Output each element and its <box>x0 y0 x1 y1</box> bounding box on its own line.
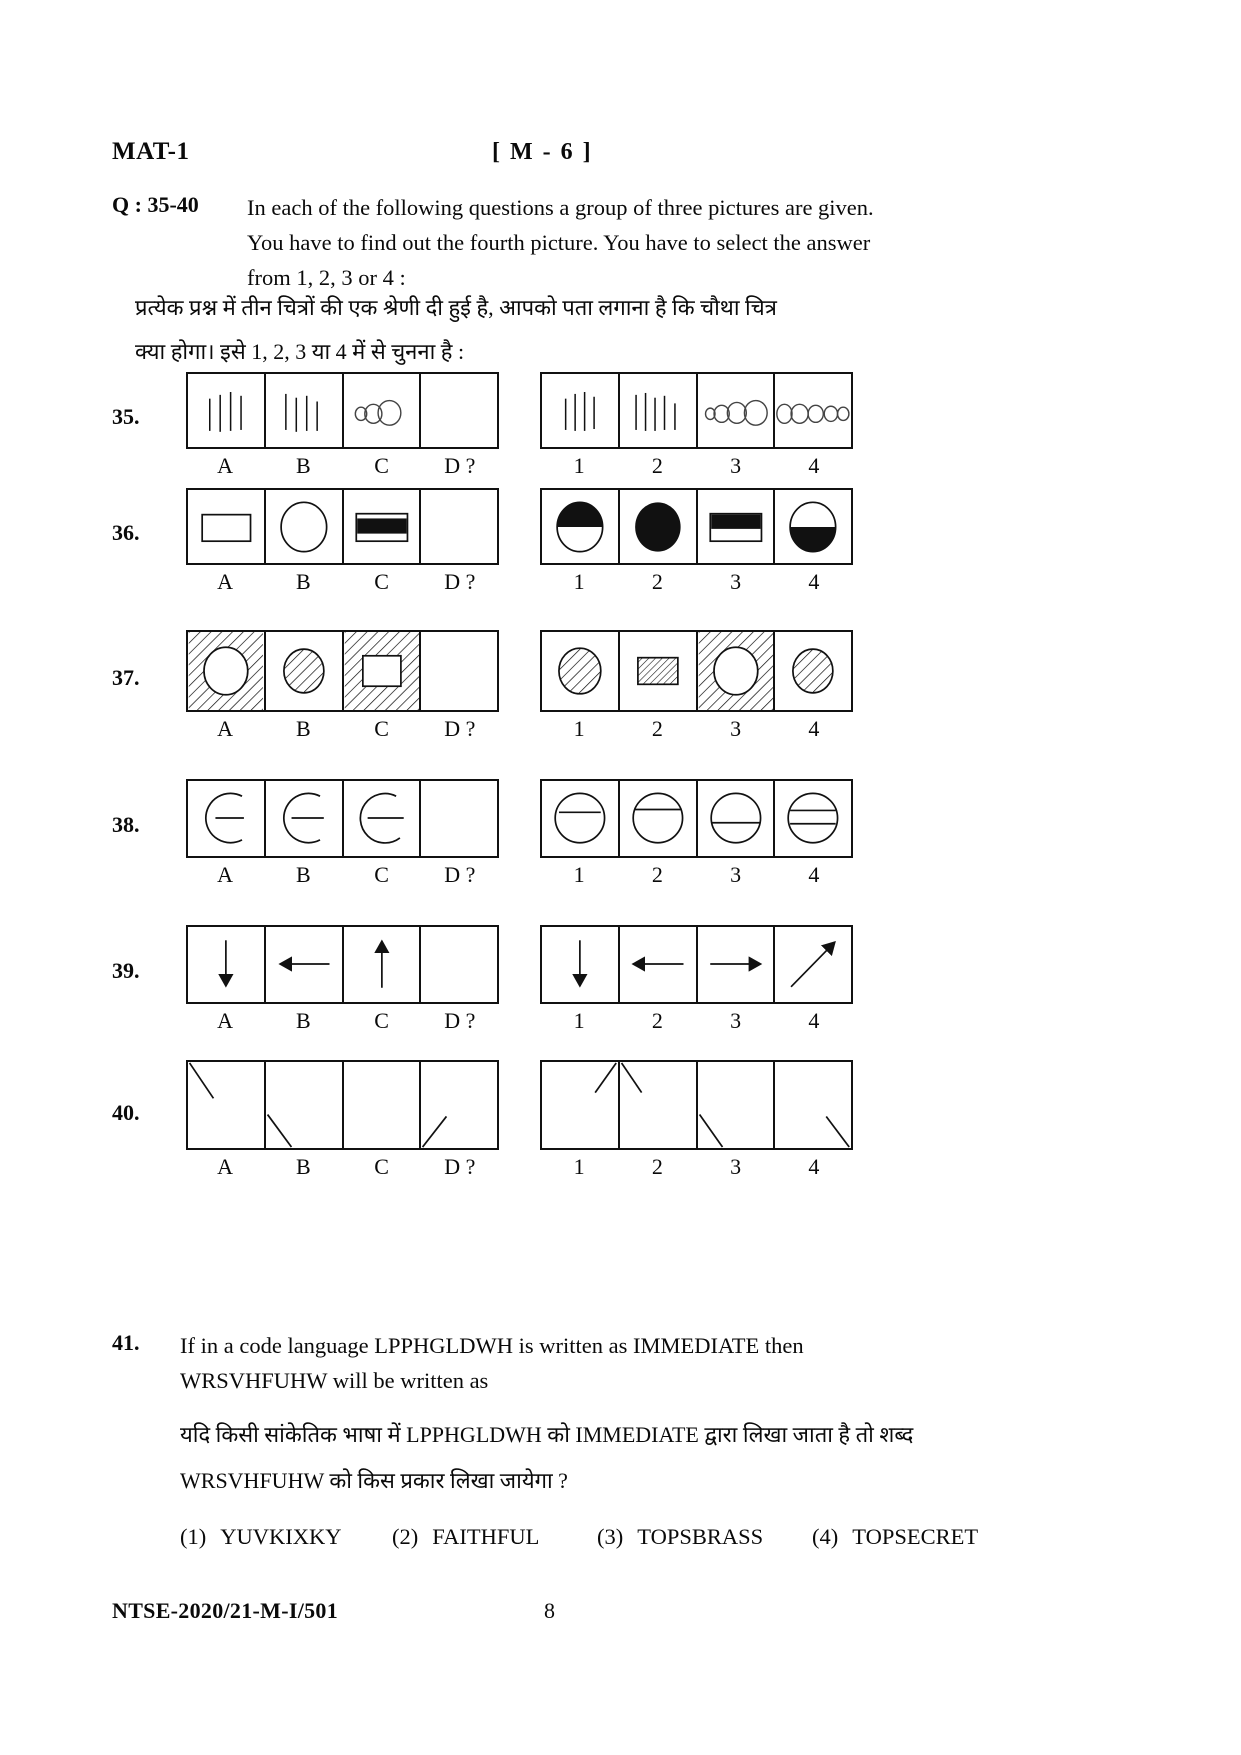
q37-question-grid <box>186 630 499 712</box>
q36-answer-labels <box>540 569 853 595</box>
q35-option-3[interactable] <box>698 374 776 447</box>
label-c: C <box>374 569 389 594</box>
q39-option-2[interactable] <box>620 927 698 1002</box>
q37-cell-b[interactable] <box>266 632 344 710</box>
q35-cell-a[interactable] <box>188 374 266 447</box>
q39-option-1[interactable] <box>542 927 620 1002</box>
label-d: D ? <box>444 862 476 887</box>
q37-cell-d[interactable] <box>421 632 497 710</box>
q35-question-labels <box>186 453 499 479</box>
question-number: 39. <box>112 958 140 983</box>
label-3: 3 <box>730 453 742 478</box>
label-1: 1 <box>573 1008 585 1033</box>
q40-cell-d[interactable] <box>421 1062 497 1148</box>
label-1: 1 <box>573 862 585 887</box>
label-b: B <box>296 453 311 478</box>
q37-option-1[interactable] <box>542 632 620 710</box>
option-number: (2) <box>392 1524 419 1549</box>
q38-cell-c[interactable] <box>344 781 422 856</box>
label-c: C <box>374 453 389 478</box>
label-3: 3 <box>730 716 742 741</box>
q39-question-labels <box>186 1008 499 1034</box>
q40-option-4[interactable] <box>775 1062 851 1148</box>
q35-cell-c[interactable] <box>344 374 422 447</box>
q41-option-1[interactable] <box>180 1524 392 1550</box>
q41-options <box>180 1524 1040 1550</box>
q41-option-3[interactable] <box>597 1524 812 1550</box>
option-text: TOPSBRASS <box>637 1524 764 1549</box>
q38-cell-d[interactable] <box>421 781 497 856</box>
label-c: C <box>374 862 389 887</box>
question-number: 41. <box>112 1330 140 1355</box>
label-2: 2 <box>651 453 663 478</box>
q36-cell-a[interactable] <box>188 490 266 563</box>
q36-answer-grid <box>540 488 853 565</box>
label-1: 1 <box>573 569 585 594</box>
instruction-english <box>247 190 1037 295</box>
option-number: (1) <box>180 1524 207 1549</box>
q38-cell-b[interactable] <box>266 781 344 856</box>
q39-option-4[interactable] <box>775 927 851 1002</box>
q36-cell-c[interactable] <box>344 490 422 563</box>
label-c: C <box>374 1008 389 1033</box>
q40-answer-labels <box>540 1154 853 1180</box>
q37-option-2[interactable] <box>620 632 698 710</box>
label-a: A <box>217 453 234 478</box>
label-2: 2 <box>651 862 663 887</box>
label-3: 3 <box>730 862 742 887</box>
q36-option-3[interactable] <box>698 490 776 563</box>
option-text: FAITHFUL <box>432 1524 540 1549</box>
option-text: TOPSECRET <box>852 1524 979 1549</box>
q35-option-1[interactable] <box>542 374 620 447</box>
q36-cell-d[interactable] <box>421 490 497 563</box>
instruction-english-line3: from 1, 2, 3 or 4 : <box>247 265 406 290</box>
q36-option-4[interactable] <box>775 490 851 563</box>
q35-option-4[interactable] <box>775 374 851 447</box>
q38-question-grid <box>186 779 499 858</box>
page-number: 8 <box>544 1598 555 1623</box>
paper-code: MAT-1 <box>112 138 190 165</box>
label-b: B <box>296 716 311 741</box>
instruction-english-line2: You have to find out the fourth picture. You have to select the answer <box>247 230 871 255</box>
label-b: B <box>296 862 311 887</box>
q40-cell-a[interactable] <box>188 1062 266 1148</box>
q41-english <box>180 1328 1037 1398</box>
q38-option-2[interactable] <box>620 781 698 856</box>
label-a: A <box>217 716 234 741</box>
q38-answer-grid <box>540 779 853 858</box>
q41-option-2[interactable] <box>392 1524 597 1550</box>
q38-option-3[interactable] <box>698 781 776 856</box>
q36-question-labels <box>186 569 499 595</box>
q40-answer-grid <box>540 1060 853 1150</box>
label-4: 4 <box>808 862 820 887</box>
q37-answer-grid <box>540 630 853 712</box>
q39-question-grid <box>186 925 499 1004</box>
q38-option-1[interactable] <box>542 781 620 856</box>
q40-option-1[interactable] <box>542 1062 620 1148</box>
question-number: 40. <box>112 1100 140 1125</box>
label-1: 1 <box>573 716 585 741</box>
instruction-hindi-line2: क्या होगा। इसे 1, 2, 3 या 4 में से चुनना है : <box>135 339 465 364</box>
q36-question-grid <box>186 488 499 565</box>
q37-cell-a[interactable] <box>188 632 266 710</box>
label-d: D ? <box>444 1154 476 1179</box>
q39-cell-d[interactable] <box>421 927 497 1002</box>
label-3: 3 <box>730 1154 742 1179</box>
label-d: D ? <box>444 569 476 594</box>
label-3: 3 <box>730 569 742 594</box>
label-c: C <box>374 716 389 741</box>
q39-answer-grid <box>540 925 853 1004</box>
q38-option-4[interactable] <box>775 781 851 856</box>
option-text: YUVKIXKY <box>220 1524 342 1549</box>
q37-option-3[interactable] <box>698 632 776 710</box>
q38-cell-a[interactable] <box>188 781 266 856</box>
label-b: B <box>296 569 311 594</box>
q41-hindi-line2: WRSVHFUHW को किस प्रकार लिखा जायेगा ? <box>180 1468 568 1493</box>
q39-cell-c[interactable] <box>344 927 422 1002</box>
label-a: A <box>217 1008 234 1033</box>
q35-answer-grid <box>540 372 853 449</box>
q40-question-labels <box>186 1154 499 1180</box>
q35-cell-d[interactable] <box>421 374 497 447</box>
q39-answer-labels <box>540 1008 853 1034</box>
q38-question-labels <box>186 862 499 888</box>
q41-english-line1: If in a code language LPPHGLDWH is written as IMMEDIATE then <box>180 1333 804 1358</box>
label-a: A <box>217 1154 234 1179</box>
label-2: 2 <box>651 569 663 594</box>
label-c: C <box>374 1154 389 1179</box>
q40-option-2[interactable] <box>620 1062 698 1148</box>
label-1: 1 <box>573 453 585 478</box>
label-d: D ? <box>444 716 476 741</box>
label-a: A <box>217 569 234 594</box>
option-number: (3) <box>597 1524 624 1549</box>
q35-answer-labels <box>540 453 853 479</box>
label-b: B <box>296 1008 311 1033</box>
q38-answer-labels <box>540 862 853 888</box>
option-number: (4) <box>812 1524 839 1549</box>
q40-cell-c[interactable] <box>344 1062 422 1148</box>
q36-cell-b[interactable] <box>266 490 344 563</box>
q40-option-3[interactable] <box>698 1062 776 1148</box>
label-4: 4 <box>808 569 820 594</box>
q36-option-1[interactable] <box>542 490 620 563</box>
q41-english-line2: WRSVHFUHW will be written as <box>180 1368 489 1393</box>
q41-hindi-line1: यदि किसी सांकेतिक भाषा में LPPHGLDWH को IMMEDIATE द्वारा लिखा जाता है तो शब्द <box>180 1422 914 1447</box>
page-header <box>112 138 1032 172</box>
label-b: B <box>296 1154 311 1179</box>
label-d: D ? <box>444 1008 476 1033</box>
label-2: 2 <box>651 1008 663 1033</box>
instruction-english-line1: In each of the following questions a group of three pictures are given. <box>247 195 874 220</box>
label-4: 4 <box>808 716 820 741</box>
q37-answer-labels <box>540 716 853 742</box>
q37-cell-c[interactable] <box>344 632 422 710</box>
question-range-label: Q : 35-40 <box>112 192 199 217</box>
q37-question-labels <box>186 716 499 742</box>
q37-option-4[interactable] <box>775 632 851 710</box>
label-2: 2 <box>651 716 663 741</box>
label-2: 2 <box>651 1154 663 1179</box>
question-number: 35. <box>112 404 140 429</box>
label-a: A <box>217 862 234 887</box>
marks-label: [ M - 6 ] <box>492 139 593 165</box>
q36-option-2[interactable] <box>620 490 698 563</box>
q39-cell-a[interactable] <box>188 927 266 1002</box>
q41-option-4[interactable] <box>812 1524 978 1550</box>
q39-cell-b[interactable] <box>266 927 344 1002</box>
label-4: 4 <box>808 1008 820 1033</box>
q39-option-3[interactable] <box>698 927 776 1002</box>
q35-question-grid <box>186 372 499 449</box>
label-4: 4 <box>808 1154 820 1179</box>
question-number: 38. <box>112 812 140 837</box>
q40-cell-b[interactable] <box>266 1062 344 1148</box>
label-4: 4 <box>808 453 820 478</box>
q35-option-2[interactable] <box>620 374 698 447</box>
q40-question-grid <box>186 1060 499 1150</box>
instruction-hindi-line1: प्रत्येक प्रश्न में तीन चित्रों की एक श्रेणी दी हुई है, आपको पता लगाना है कि चौथा चित्र <box>135 295 777 320</box>
question-number: 37. <box>112 665 140 690</box>
label-d: D ? <box>444 453 476 478</box>
q35-cell-b[interactable] <box>266 374 344 447</box>
question-number: 36. <box>112 520 140 545</box>
paper-id: NTSE-2020/21-M-I/501 <box>112 1598 338 1623</box>
label-3: 3 <box>730 1008 742 1033</box>
label-1: 1 <box>573 1154 585 1179</box>
